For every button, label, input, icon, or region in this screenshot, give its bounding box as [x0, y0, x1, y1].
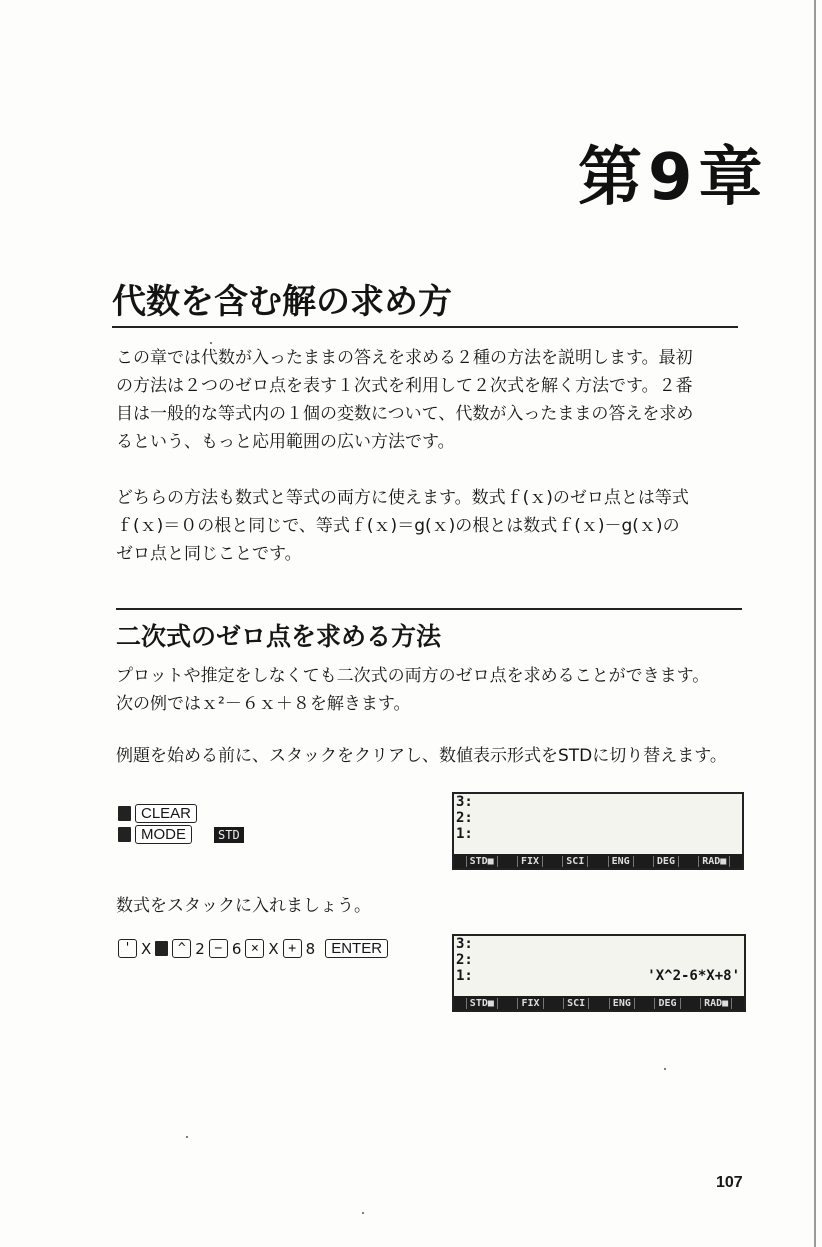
second-paragraph — [116, 484, 746, 568]
right-shift-key-icon — [155, 941, 168, 956]
quote-key: ' — [118, 939, 137, 958]
intro-paragraph — [116, 344, 746, 456]
text-line: るという、もっと応用範囲の広い方法です。 — [116, 432, 455, 452]
text-line: 目は一般的な等式内の１個の変数について、代数が入ったままの答えを求め — [116, 404, 694, 424]
scan-speck — [210, 342, 212, 344]
x-char: X — [141, 939, 152, 958]
section-rule — [116, 608, 742, 610]
left-shift-key-icon — [118, 806, 131, 821]
clear-key: CLEAR — [135, 804, 197, 823]
page-number: 107 — [716, 1174, 743, 1191]
menu-eng: ENG — [608, 856, 634, 867]
minus-key: − — [209, 939, 228, 958]
page-title: 代数を含む解の求め方 — [112, 282, 452, 322]
menu-eng: ENG — [609, 998, 635, 1009]
plus-key: + — [283, 939, 302, 958]
step2-keystrokes — [118, 939, 388, 958]
menu-rad: RAD■ — [700, 998, 732, 1009]
chapter-heading: 第9章 — [578, 141, 769, 215]
left-shift-key-icon — [118, 827, 131, 842]
scan-speck — [186, 1136, 188, 1138]
scan-speck — [664, 1068, 666, 1070]
step1-keystrokes — [118, 804, 244, 844]
multiply-key: × — [245, 939, 264, 958]
text-line: どちらの方法も数式と等式の両方に使えます。数式ｆ(ｘ)のゼロ点とは等式 — [116, 488, 689, 508]
menu-deg: DEG — [653, 856, 679, 867]
mode-key: MODE — [135, 825, 192, 844]
menu-sci: SCI — [563, 998, 589, 1009]
stack-level-1: 1: 'X^2-6*X+8' — [456, 968, 740, 984]
scan-speck — [362, 1212, 364, 1214]
power-key: ^ — [172, 939, 191, 958]
x-char: X — [268, 939, 279, 958]
calculator-screen-1 — [452, 792, 744, 870]
text-line: この章では代数が入ったままの答えを求める２種の方法を説明します。最初 — [116, 348, 693, 368]
menu-fix: FIX — [517, 856, 543, 867]
text-line: 次の例ではｘ²－６ｘ＋８を解きます。 — [116, 694, 411, 714]
digit-8: 8 — [305, 939, 316, 958]
enter-paragraph: 数式をスタックに入れましょう。 — [116, 896, 371, 916]
stack-level-3: 3: — [456, 794, 473, 810]
digit-6: 6 — [231, 939, 242, 958]
stack-level-2: 2: — [456, 952, 473, 968]
calculator-screen-2 — [452, 934, 746, 1012]
menu-fix: FIX — [517, 998, 543, 1009]
text-line: ｆ(ｘ)＝０の根と同じで、等式ｆ(ｘ)＝g(ｘ)の根とは数式ｆ(ｘ)－g(ｘ)の — [116, 516, 680, 536]
menu-deg: DEG — [654, 998, 680, 1009]
std-softkey: STD — [214, 827, 244, 843]
title-rule — [112, 326, 738, 328]
section-heading: 二次式のゼロ点を求める方法 — [116, 622, 442, 651]
menu-bar — [454, 996, 744, 1010]
menu-std: STD■ — [466, 856, 498, 867]
text-line: ゼロ点と同じことです。 — [116, 544, 302, 564]
menu-std: STD■ — [466, 998, 498, 1009]
prep-paragraph: 例題を始める前に、スタックをクリアし、数値表示形式をSTDに切り替えます。 — [116, 746, 727, 766]
stack-level-3: 3: — [456, 936, 473, 952]
text-line: プロットや推定をしなくても二次式の両方のゼロ点を求めることができます。 — [116, 666, 710, 686]
page-edge — [814, 0, 816, 1247]
enter-key: ENTER — [325, 939, 388, 958]
stack-level-1: 1: — [456, 826, 473, 842]
digit-2: 2 — [195, 939, 205, 958]
stack-level-2: 2: — [456, 810, 473, 826]
menu-bar — [454, 854, 742, 868]
menu-rad: RAD■ — [698, 856, 730, 867]
menu-sci: SCI — [562, 856, 588, 867]
section-paragraph — [116, 662, 746, 718]
text-line: の方法は２つのゼロ点を表す１次式を利用して２次式を解く方法です。２番 — [116, 376, 693, 396]
